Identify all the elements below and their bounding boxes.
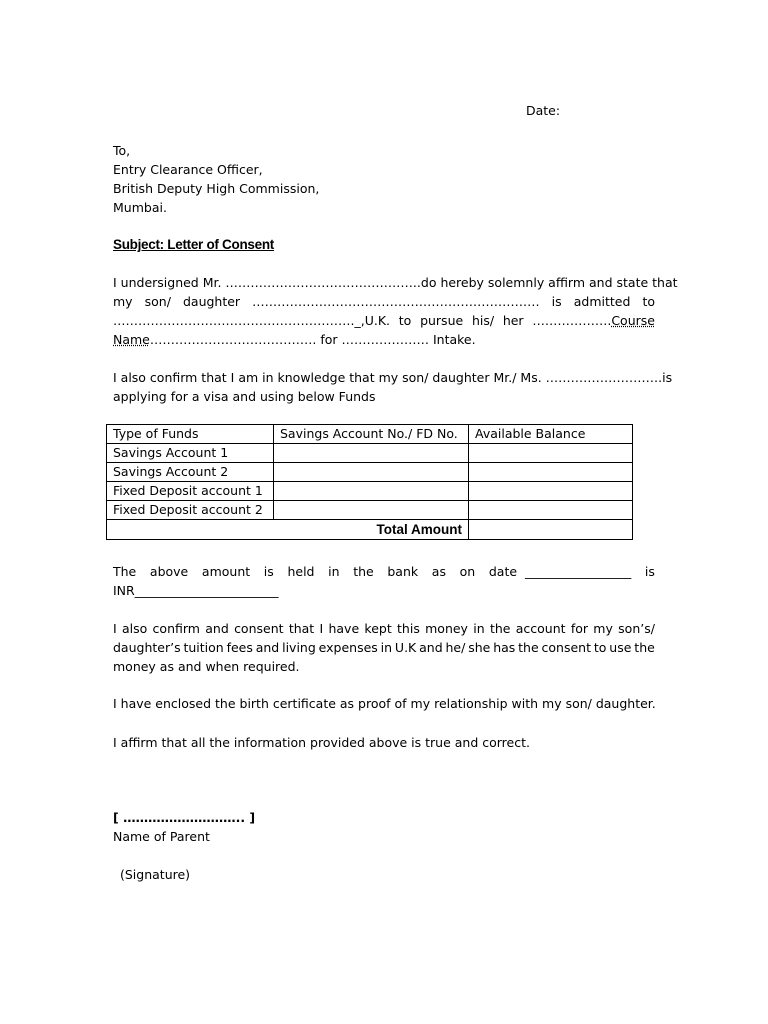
total-amount-label: Total Amount [107,520,469,540]
paragraph-word: consent [234,621,284,636]
total-row [107,520,633,540]
table-cell: Savings Account 1 [107,444,274,463]
affirmation-paragraph: I affirm that all the information provided above is true and correct. [113,735,530,750]
paragraph-word: consent [541,640,592,655]
paragraph-word: and [419,640,443,655]
birth-certificate-paragraph: I have enclosed the birth certificate as proof of my relationship with my son/ daughter. [113,696,656,711]
date-label: Date: [526,103,561,118]
paragraph-line: Name…………………………………. for ………………… Intake. [113,332,476,347]
table-cell: Savings Account 2 [107,463,274,482]
paragraph-word: that [288,621,315,636]
address-line: Entry Clearance Officer, [113,162,263,177]
subject-heading: Subject: Letter of Consent [113,237,274,252]
table-header-cell: Available Balance [469,425,633,444]
paragraph-word: has [493,640,516,655]
paragraph-word: expenses [318,640,378,655]
table-cell: Fixed Deposit account 1 [107,482,274,501]
funds-table [106,424,633,540]
paragraph-word: she [468,640,491,655]
course-name-field: Course [611,313,655,328]
table-header-cell: Savings Account No./ FD No. [274,425,469,444]
paragraph-word: to [593,640,607,655]
table-cell [469,463,633,482]
name-of-parent-label: Name of Parent [113,829,210,844]
paragraph-word: U.K [394,640,417,655]
paragraph-word: I [113,621,117,636]
address-line: To, [113,143,131,158]
paragraph-word: this [397,621,420,636]
paragraph-word: and [205,621,229,636]
paragraph-word: use [609,640,632,655]
paragraph-word: also [121,621,148,636]
paragraph-word: account [515,621,566,636]
paragraph-word: tuition [183,640,224,655]
total-amount-value [469,520,633,540]
address-line: Mumbai. [113,200,167,215]
parent-name-placeholder: [ ……………………….. ] [113,810,256,825]
paragraph-word: in [380,640,393,655]
address-line: British Deputy High Commission, [113,181,320,196]
paragraph-line: applying for a visa and using below Funds [113,389,376,404]
paragraph-word: the [489,621,511,636]
paragraph-line: I undersigned Mr. ……………………………………….. do hereby solemnly affirm and state that [113,275,678,290]
paragraph-word: confirm [152,621,200,636]
paragraph-line [113,619,655,638]
paragraph-line: The above amount is held in the bank as on date _________________ is [113,564,655,579]
table-header-cell: Type of Funds [107,425,274,444]
table-cell [274,444,469,463]
course-name-field: Name [113,332,150,347]
paragraph-word: money [425,621,468,636]
table-cell [274,501,469,520]
paragraph-word: I [319,621,324,636]
paragraph-word: the [518,640,539,655]
paragraph-line: I also confirm that I am in knowledge that my son/ daughter Mr./ Ms. ……………………….is [113,370,673,385]
paragraph-word: my [593,621,613,636]
table-cell [274,482,469,501]
paragraph-word: the [634,640,655,655]
paragraph-word: for [570,621,589,636]
table-row [107,444,633,463]
paragraph-line: money as and when required. [113,659,300,674]
paragraph-word: fees [226,640,253,655]
signature-label: (Signature) [120,867,191,882]
table-cell [274,463,469,482]
paragraph-word: living [282,640,316,655]
paragraph-word: kept [364,621,392,636]
table-cell: Fixed Deposit account 2 [107,501,274,520]
table-row [107,463,633,482]
table-cell [469,444,633,463]
paragraph-line: INR_______________________ [113,583,279,598]
paragraph-word: and [255,640,280,655]
paragraph-word: daughter’s [113,640,181,655]
paragraph-word: have [328,621,360,636]
paragraph-line [113,638,655,657]
paragraph-word: in [473,621,485,636]
table-header-row [107,425,633,444]
paragraph-line: …………………………………………………._,U.K. to pursue his/ her ……………….Course [113,313,655,328]
paragraph-line: my son/ daughter …………………………………………………………… is admitted to [113,294,655,309]
paragraph-word: he/ [445,640,466,655]
paragraph-word: son’s/ [618,621,655,636]
table-cell [469,501,633,520]
table-cell [469,482,633,501]
table-row [107,501,633,520]
table-row [107,482,633,501]
